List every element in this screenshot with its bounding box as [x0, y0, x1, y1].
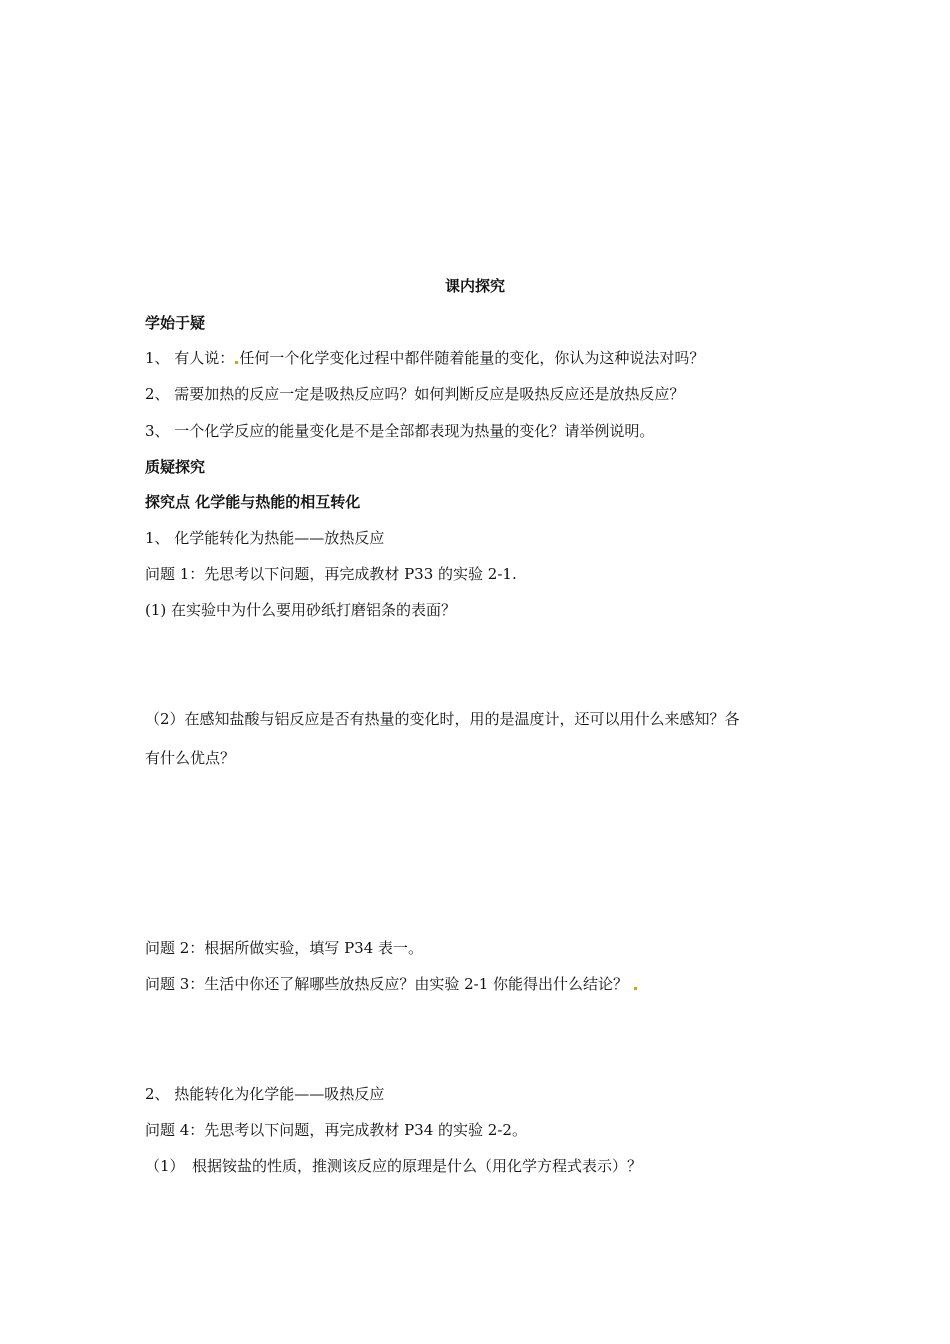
question-2: 2、 需要加热的反应一定是吸热反应吗？如何判断反应是吸热反应还是放热反应？ [145, 385, 685, 403]
page-title: 课内探究 [444, 277, 505, 295]
problem-1-item-2-line-2: 有什么优点？ [145, 749, 236, 767]
problem-4: 问题 4：先思考以下问题，再完成教材 P34 的实验 2-2。 [145, 1121, 527, 1139]
problem-3-text: 问题 3：生活中你还了解哪些放热反应？由实验 2-1 你能得出什么结论？ [145, 975, 629, 993]
problem-4-item-1: （1） 根据铵盐的性质，推测该反应的原理是什么（用化学方程式表示）？ [145, 1157, 643, 1175]
exploration-point-heading: 探究点 化学能与热能的相互转化 [145, 493, 361, 511]
marker-dot [634, 987, 637, 990]
question-3: 3、 一个化学反应的能量变化是不是全部都表现为热量的变化？请举例说明。 [145, 422, 655, 440]
problem-1-item-1: (1) 在实验中为什么要用砂纸打磨铝条的表面？ [145, 601, 457, 619]
problem-1-item-2-line-1: （2）在感知盐酸与铝反应是否有热量的变化时，用的是温度计，还可以用什么来感知？各 [145, 710, 740, 728]
question-1-text: 任何一个化学变化过程中都伴随着能量的变化，你认为这种说法对吗？ [239, 349, 705, 367]
section-heading-xueshiyuyi: 学始于疑 [145, 314, 206, 332]
question-1 [145, 348, 704, 368]
section-heading-zhiyitanjiu: 质疑探究 [145, 458, 206, 476]
question-1-prefix: 1、 有人说： [145, 349, 235, 367]
part-1-heading: 1、 化学能转化为热能——放热反应 [145, 529, 385, 547]
marker-dot [235, 361, 238, 364]
problem-2: 问题 2：根据所做实验，填写 P34 表一。 [145, 939, 424, 957]
part-2-heading: 2、 热能转化为化学能——吸热反应 [145, 1085, 385, 1103]
problem-1: 问题 1：先思考以下问题，再完成教材 P33 的实验 2-1. [145, 565, 517, 583]
problem-3 [145, 974, 638, 994]
